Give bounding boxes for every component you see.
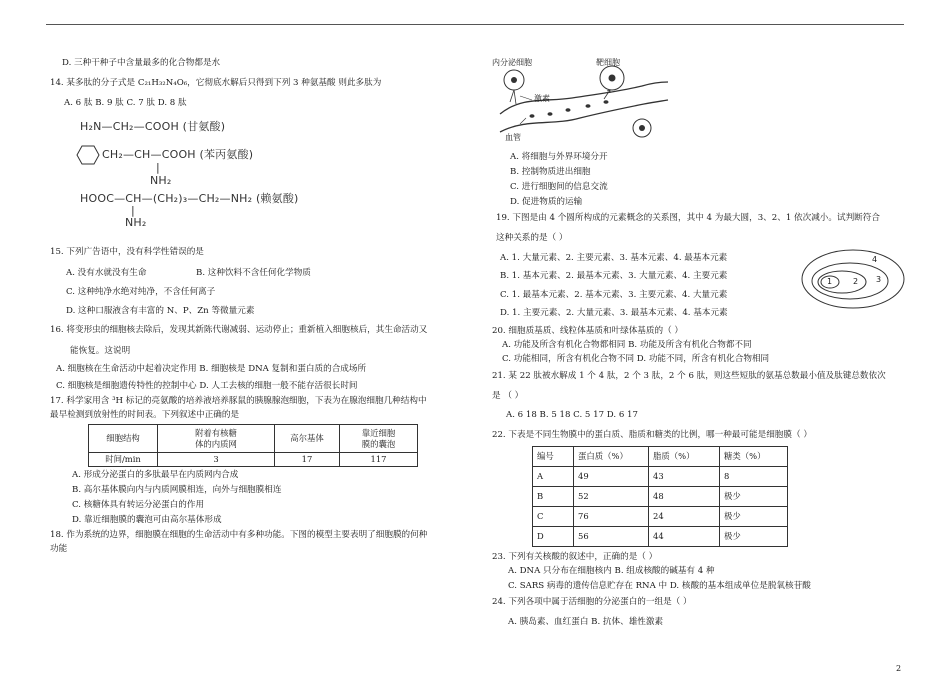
- table-cell: A: [533, 467, 574, 487]
- table-cell: 52: [574, 487, 649, 507]
- q17-time-table: [88, 424, 418, 467]
- q17-option-d: D. 靠近细胞膜的囊泡可由高尔基体形成: [72, 515, 222, 525]
- q16-stem-line1: 16. 将变形虫的细胞核去除后，发现其新陈代谢减弱、运动停止；重新植入细胞核后，其生命活动又: [50, 325, 428, 335]
- glycine-formula: H₂N—CH₂—COOH (甘氨酸): [80, 120, 226, 133]
- q20-options-cd: C. 功能相同，所含有机化合物不同 D. 功能不同，所含有机化合物相同: [502, 354, 770, 364]
- circle-label-1: 1: [827, 277, 833, 286]
- table-cell: 48: [649, 487, 720, 507]
- phenylalanine-nh2: NH₂: [150, 174, 172, 187]
- table-cell: 极少: [720, 507, 788, 527]
- q18-option-c: C. 进行细胞间的信息交流: [510, 182, 608, 192]
- q24-options-ab: A. 胰岛素、血红蛋白 B. 抗体、雄性激素: [508, 617, 664, 627]
- q22-header-id: 编号: [533, 447, 574, 467]
- table-row: [533, 507, 788, 527]
- table-cell: B: [533, 487, 574, 507]
- q17-stem-line1: 17. 科学家用含 ³H 标记的亮氨酸的培养液培养豚鼠的胰腺腺泡细胞，下表为在腺泡细胞几种结构中: [50, 396, 427, 406]
- q16-stem-line2: 能恢复。这说明: [70, 346, 131, 356]
- q15-option-d: D. 这种口服液含有丰富的 N、P、Zn 等微量元素: [66, 306, 255, 316]
- phenylalanine-formula: CH₂—CH—COOH (苯丙氨酸): [102, 148, 254, 161]
- circle-label-3: 3: [876, 275, 882, 284]
- circle-label-4: 4: [872, 255, 878, 264]
- q23-options-cd: C. SARS 病毒的遗传信息贮存在 RNA 中 D. 核酸的基本组成单位是脱氧核苷酸: [508, 581, 811, 591]
- lysine-formula: HOOC—CH—(CH₂)₃—CH₂—NH₂ (赖氨酸): [80, 192, 299, 205]
- q19-stem-line1: 19. 下图是由 4 个圆所构成的元素概念的关系图，其中 4 为最大圆，3、2、1 依次减小。试判断符合: [496, 213, 880, 223]
- table-cell: 极少: [720, 527, 788, 547]
- q22-header-protein: 蛋白质（%）: [574, 447, 649, 467]
- q22-membrane-table: [532, 446, 788, 547]
- q17-stem-line2: 最早检测到放射性的时间表。下列叙述中正确的是: [50, 410, 240, 420]
- q18-option-d: D. 促进物质的运输: [510, 197, 583, 207]
- q15-option-a: A. 没有水就没有生命: [66, 268, 147, 278]
- table-cell: D: [533, 527, 574, 547]
- lysine-nh2: NH₂: [125, 216, 147, 229]
- q15-option-b: B. 这种饮料不含任何化学物质: [196, 268, 311, 278]
- q15-stem: 15. 下列广告语中，没有科学性错误的是: [50, 247, 204, 257]
- table-cell: 56: [574, 527, 649, 547]
- q24-stem: 24. 下列各项中属于活细胞的分泌蛋白的一组是（ ）: [492, 597, 692, 607]
- table-cell: C: [533, 507, 574, 527]
- table-row: [533, 527, 788, 547]
- q17-header-golgi: 高尔基体: [275, 425, 340, 453]
- table-cell: 24: [649, 507, 720, 527]
- q19-option-b: B. 1. 基本元素、2. 最基本元素、3. 大量元素、4. 主要元素: [500, 271, 728, 281]
- q17-header-structure: 细胞结构: [89, 425, 158, 453]
- label-hormone: 激素: [534, 94, 550, 103]
- q13-option-d: D. 三种干种子中含量最多的化合物都是水: [62, 58, 221, 68]
- q19-option-a: A. 1. 大量元素、2. 主要元素、3. 基本元素、4. 最基本元素: [500, 253, 728, 263]
- label-endocrine-cell: 内分泌细胞: [492, 58, 532, 67]
- q19-stem-line2: 这种关系的是（ ）: [496, 233, 568, 243]
- label-target-cell: 靶细胞: [596, 58, 620, 67]
- q17-cell-golgi: 17: [275, 453, 340, 467]
- q22-header-sugar: 糖类（%）: [720, 447, 788, 467]
- q18-stem-line1: 18. 作为系统的边界，细胞膜在细胞的生命活动中有多种功能。下图的模型主要表明了细胞膜的何种: [50, 530, 428, 540]
- q21-stem-line2: 是 （ ）: [492, 391, 524, 401]
- q21-stem-line1: 21. 某 22 肽被水解成 1 个 4 肽，2 个 3 肽，2 个 6 肽，则这些短肽的氨基总数最小值及肽键总数依次: [492, 371, 886, 381]
- table-cell: 76: [574, 507, 649, 527]
- q19-option-d: D. 1. 主要元素、2. 大量元素、3. 最基本元素、4. 基本元素: [500, 308, 728, 318]
- q17-cell-er: 3: [158, 453, 275, 467]
- q22-header-lipid: 脂质（%）: [649, 447, 720, 467]
- table-cell: 8: [720, 467, 788, 487]
- q17-header-vesicle: 靠近细胞 膜的囊泡: [340, 425, 418, 453]
- page-number: 2: [896, 664, 902, 673]
- label-blood-vessel: 血管: [505, 133, 521, 142]
- q17-option-b: B. 高尔基体膜向内与内质网膜相连，向外与细胞膜相连: [72, 485, 282, 495]
- phenylalanine-bond: |: [156, 161, 160, 174]
- q21-options: A. 6 18 B. 5 18 C. 5 17 D. 6 17: [506, 410, 638, 420]
- q15-option-c: C. 这种纯净水绝对纯净，不含任何离子: [66, 287, 216, 297]
- q18-option-a: A. 将细胞与外界环境分开: [510, 152, 608, 162]
- q20-stem: 20. 细胞质基质、线粒体基质和叶绿体基质的（ ）: [492, 326, 684, 336]
- q23-stem: 23. 下列有关核酸的叙述中，正确的是（ ）: [492, 552, 658, 562]
- table-cell: 44: [649, 527, 720, 547]
- q16-options-ab: A. 细胞核在生命活动中起着决定作用 B. 细胞核是 DNA 复制和蛋白质的合成场所: [56, 364, 367, 374]
- table-cell: 极少: [720, 487, 788, 507]
- q18-option-b: B. 控制物质进出细胞: [510, 167, 591, 177]
- q20-options-ab: A. 功能及所含有机化合物都相同 B. 功能及所含有机化合物都不同: [502, 340, 752, 350]
- lysine-bond: |: [131, 204, 135, 217]
- q16-options-cd: C. 细胞核是细胞遗传特性的控制中心 D. 人工去核的细胞一般不能存活很长时间: [56, 381, 358, 391]
- q19-option-c: C. 1. 最基本元素、2. 基本元素、3. 主要元素、4. 大量元素: [500, 290, 728, 300]
- q17-cell-vesicle: 117: [340, 453, 418, 467]
- table-cell: 43: [649, 467, 720, 487]
- header-rule: [46, 24, 904, 25]
- q17-option-a: A. 形成分泌蛋白的多肽最早在内质网内合成: [72, 470, 239, 480]
- q17-option-c: C. 核糖体具有转运分泌蛋白的作用: [72, 500, 205, 510]
- q17-header-er: 附着有核糖 体的内质网: [158, 425, 275, 453]
- q14-options: A. 6 肽 B. 9 肽 C. 7 肽 D. 8 肽: [64, 98, 187, 108]
- q23-options-ab: A. DNA 只分布在细胞核内 B. 组成核酸的碱基有 4 种: [508, 566, 715, 576]
- circle-label-2: 2: [853, 277, 859, 286]
- table-cell: 49: [574, 467, 649, 487]
- q18-stem-line2: 功能: [50, 544, 68, 554]
- table-row: [533, 467, 788, 487]
- benzene-ring-icon: [76, 144, 100, 166]
- q14-stem: 14. 某多肽的分子式是 C₂₁H₃₂N₄O₆，它彻底水解后只得到下列 3 种氨基酸 则此多肽为: [50, 78, 382, 88]
- table-row: [533, 487, 788, 507]
- q22-stem: 22. 下表是不同生物膜中的蛋白质、脂质和糖类的比例，哪一种最可能是细胞膜（ ）: [492, 430, 812, 440]
- q17-row-label: 时间/min: [89, 453, 158, 467]
